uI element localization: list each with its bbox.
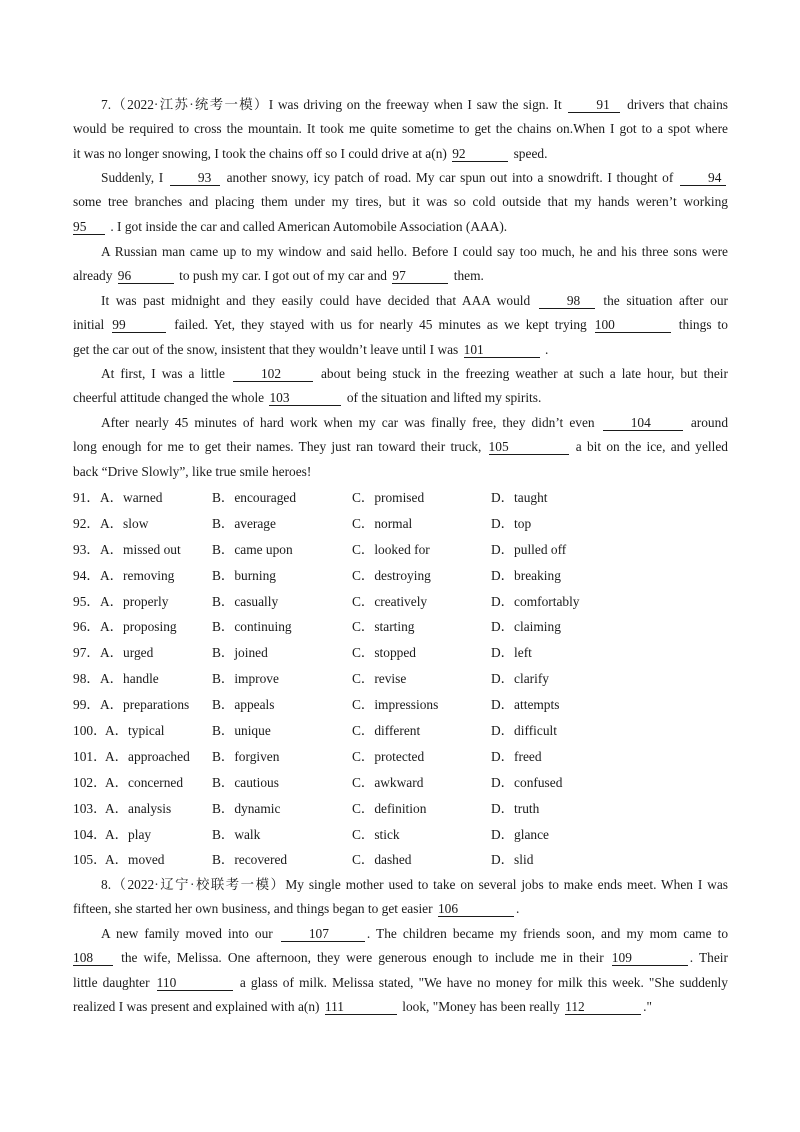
blank-98[interactable]: 98: [539, 293, 595, 309]
question-number: 97．: [73, 645, 100, 661]
passage8-header: 8.（2022·辽宁·校联考一模）: [101, 877, 286, 892]
option-a[interactable]: A．analysis: [105, 800, 172, 816]
blank-111[interactable]: 111: [325, 999, 397, 1015]
option-c[interactable]: C．destroying: [352, 567, 431, 583]
blank-94[interactable]: 94: [680, 170, 726, 186]
option-a[interactable]: A．concerned: [105, 774, 184, 790]
option-row: [73, 666, 728, 692]
option-d[interactable]: D．freed: [491, 748, 542, 764]
option-d[interactable]: D．difficult: [491, 723, 557, 739]
question-number: 91．: [73, 490, 100, 505]
option-c[interactable]: C．definition: [352, 800, 427, 816]
option-a[interactable]: A．properly: [100, 593, 169, 609]
answer-options: [73, 485, 728, 873]
option-c[interactable]: C．looked for: [352, 541, 430, 557]
option-row: [73, 614, 728, 640]
option-row: [73, 692, 728, 718]
option-a[interactable]: A．warned: [100, 490, 163, 505]
question-number: 93．: [73, 541, 100, 557]
option-c[interactable]: C．stick: [352, 826, 400, 842]
question-number: 101．: [73, 748, 107, 764]
option-b[interactable]: B．casually: [212, 593, 279, 609]
question-number: 94．: [73, 567, 100, 583]
option-d[interactable]: D．taught: [491, 490, 548, 505]
option-a[interactable]: A．approached: [105, 748, 190, 764]
option-a[interactable]: A．removing: [100, 567, 175, 583]
option-c[interactable]: C．stopped: [352, 645, 416, 661]
option-d[interactable]: D．top: [491, 515, 532, 531]
blank-97[interactable]: 97: [392, 268, 448, 284]
option-b[interactable]: B．came upon: [212, 541, 293, 557]
blank-93[interactable]: 93: [170, 170, 220, 186]
option-a[interactable]: A．preparations: [100, 697, 190, 713]
blank-108[interactable]: 108: [73, 950, 113, 966]
option-b[interactable]: B．joined: [212, 645, 268, 661]
option-b[interactable]: B．walk: [212, 826, 261, 842]
blank-106[interactable]: 106: [438, 901, 514, 917]
option-b[interactable]: B．average: [212, 515, 276, 531]
passage7-paragraph-5: At first, I was a little 102 about being stuck in the freezing weather at such a late hour, but their cheerful attitude changed the whole 103 of the situation and lifted my spirits.: [73, 366, 728, 406]
option-row: [73, 537, 728, 563]
option-d[interactable]: D．truth: [491, 800, 540, 816]
option-b[interactable]: B．dynamic: [212, 800, 281, 816]
option-a[interactable]: A．urged: [100, 645, 154, 661]
option-c[interactable]: C．awkward: [352, 774, 424, 790]
blank-105[interactable]: 105: [489, 439, 569, 455]
option-row: [73, 744, 728, 770]
blank-103[interactable]: 103: [269, 390, 341, 406]
option-b[interactable]: B．improve: [212, 671, 279, 687]
option-c[interactable]: C．dashed: [352, 852, 412, 868]
option-d[interactable]: D．clarify: [491, 671, 550, 687]
option-c[interactable]: C．promised: [352, 490, 425, 505]
option-a[interactable]: A．slow: [100, 515, 149, 531]
option-c[interactable]: C．creatively: [352, 593, 428, 609]
option-d[interactable]: D．attempts: [491, 697, 560, 713]
question-number: 102．: [73, 774, 107, 790]
option-a[interactable]: A．handle: [100, 671, 159, 687]
blank-95[interactable]: 95: [73, 219, 105, 235]
option-row: [73, 822, 728, 848]
option-row: [73, 485, 728, 511]
option-b[interactable]: B．unique: [212, 723, 271, 739]
option-b[interactable]: B．encouraged: [212, 490, 297, 505]
option-c[interactable]: C．starting: [352, 619, 415, 635]
option-b[interactable]: B．cautious: [212, 774, 279, 790]
option-c[interactable]: C．different: [352, 723, 421, 739]
blank-92[interactable]: 92: [452, 146, 508, 162]
blank-101[interactable]: 101: [464, 342, 540, 358]
option-d[interactable]: D．left: [491, 645, 532, 661]
passage7-paragraph-2: Suddenly, I 93 another snowy, icy patch of road. My car spun out into a snowdrift. I thought of 94 some tree branches and placing them under my tires, but it was so cold outside that my hands weren’t working 95 . I got inside the car and called American Automobile Association (AAA).: [73, 170, 728, 234]
blank-112[interactable]: 112: [565, 999, 641, 1015]
question-number: 99．: [73, 697, 100, 713]
blank-110[interactable]: 110: [157, 975, 233, 991]
question-number: 104．: [73, 826, 107, 842]
passage7-paragraph-3: A Russian man came up to my window and said hello. Before I could say too much, he and his three sons were already 96 to push my car. I got out of my car and 97 them.: [73, 244, 728, 284]
option-row: [73, 718, 728, 744]
option-c[interactable]: C．revise: [352, 671, 407, 687]
question-number: 92．: [73, 515, 100, 531]
option-d[interactable]: D．pulled off: [491, 541, 567, 557]
option-d[interactable]: D．glance: [491, 826, 550, 842]
blank-91[interactable]: 91: [568, 97, 620, 113]
passage7-paragraph-4: It was past midnight and they easily could have decided that AAA would 98 the situation after our initial 99 failed. Yet, they stayed with us for nearly 45 minutes as we kept trying 100 things to get the car out of the snow, insistent that they wouldn’t leave until I was 101 .: [73, 293, 728, 357]
question-number: 96．: [73, 619, 100, 635]
blank-96[interactable]: 96: [118, 268, 174, 284]
option-c[interactable]: C．normal: [352, 515, 413, 531]
option-b[interactable]: B．recovered: [212, 852, 288, 868]
option-a[interactable]: A．play: [105, 826, 152, 842]
option-a[interactable]: A．typical: [105, 723, 165, 739]
option-d[interactable]: D．comfortably: [491, 593, 580, 609]
option-d[interactable]: D．confused: [491, 774, 563, 790]
option-c[interactable]: C．protected: [352, 748, 425, 764]
passage8-paragraph-2: A new family moved into our 107 . The children became my friends soon, and my mom came to 108 the wife, Melissa. One afternoon, they were generous enough to include me in their 109 . Their little daughter 110 a glass of milk. Melissa stated, "We have no money for milk this week. "She suddenly realized I was present and explained with a(n) 111 look, "Money has been really 112 .": [73, 926, 729, 1015]
option-a[interactable]: A．moved: [105, 852, 165, 868]
option-row: [73, 511, 728, 537]
option-row: [73, 563, 728, 589]
option-a[interactable]: A．proposing: [100, 619, 177, 635]
passage7-paragraph-6: After nearly 45 minutes of hard work when my car was finally free, they didn’t even 104 around long enough for me to get their names. They just ran toward their truck, 105 a bit on the ice, and yelled back “Drive Slowly”, like true smile heroes!: [73, 415, 729, 479]
blank-109[interactable]: 109: [612, 950, 688, 966]
question-number: 98．: [73, 671, 100, 687]
option-row: [73, 589, 728, 615]
option-row: [73, 640, 728, 666]
blank-107[interactable]: 107: [281, 926, 365, 942]
question-number: 100．: [73, 723, 107, 739]
blank-104[interactable]: 104: [603, 415, 683, 431]
option-b[interactable]: B．continuing: [212, 619, 292, 635]
option-b[interactable]: B．forgiven: [212, 748, 280, 764]
option-c[interactable]: C．impressions: [352, 697, 439, 713]
option-a[interactable]: A．missed out: [100, 541, 181, 557]
option-d[interactable]: D．slid: [491, 852, 534, 868]
option-d[interactable]: D．claiming: [491, 619, 561, 635]
blank-99[interactable]: 99: [112, 317, 166, 333]
question-number: 95．: [73, 593, 100, 609]
option-row: [73, 770, 728, 796]
question-number: 103．: [73, 800, 107, 816]
question-number: 105．: [73, 852, 107, 868]
option-row: [73, 796, 728, 822]
passage7-paragraph-1: 7.（2022·江苏·统考一模）I was driving on the freeway when I saw the sign. It 91 drivers that chains would be required to cross the mountain. It took me quite sometime to get the chains on.When I got to a spot where it was no longer snowing, I took the chains off so I could drive at a(n) 92 speed.: [73, 97, 728, 161]
blank-102[interactable]: 102: [233, 366, 313, 382]
passage8-paragraph-1: 8.（2022·辽宁·校联考一模）My single mother used to take on several jobs to make ends meet. When I was fifteen, she started her own business, and things began to get easier 106 .: [73, 877, 729, 917]
blank-100[interactable]: 100: [595, 317, 671, 333]
option-d[interactable]: D．breaking: [491, 567, 561, 583]
passage7-header: 7.（2022·江苏·统考一模）: [101, 97, 269, 112]
option-b[interactable]: B．burning: [212, 567, 276, 583]
option-b[interactable]: B．appeals: [212, 697, 275, 713]
option-row: [73, 847, 728, 873]
